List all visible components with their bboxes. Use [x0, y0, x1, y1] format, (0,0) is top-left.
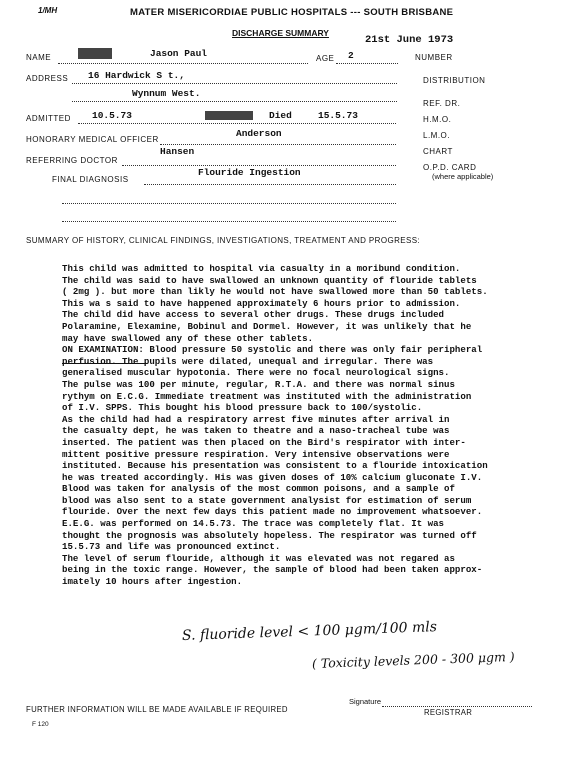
summary-line: The child did have access to several other drugs. These drugs included — [62, 309, 444, 321]
summary-line: the casualty dept, he was taken to theatre and a naso-tracheal tube was — [62, 425, 450, 437]
summary-line: 15.5.73 and life was pronounced extinct. — [62, 541, 281, 553]
diagnosis-line-3 — [62, 221, 396, 222]
distribution-chart: CHART — [423, 147, 453, 156]
discharged-struck — [205, 109, 253, 120]
exam-heading-underline — [62, 363, 147, 364]
summary-heading: SUMMARY OF HISTORY, CLINICAL FINDINGS, INVESTIGATIONS, TREATMENT AND PROGRESS: — [26, 236, 421, 245]
distribution-opd-card: O.P.D. CARD — [423, 163, 477, 172]
summary-line: Blood was taken for analysis of the most common poisons, and a sample of — [62, 483, 455, 495]
summary-line: The level of serum flouride, although it was elevated was not regared as — [62, 552, 455, 564]
summary-line: inserted. The patient was then placed on the Bird's respirator with inter- — [62, 436, 466, 448]
summary-line: As the child had had a respiratory arrest five minutes after arrival in — [62, 413, 450, 425]
died-date: 15.5.73 — [318, 110, 358, 121]
diagnosis-value: Flouride Ingestion — [198, 167, 301, 178]
hospital-name: MATER MISERICORDIAE PUBLIC HOSPITALS --- SOUTH BRISBANE — [130, 7, 454, 18]
summary-line: This wa s said to have happened approximately 6 hours prior to admission. — [62, 297, 461, 309]
summary-line: may have swallowed any of these other tablets. — [62, 332, 314, 344]
diagnosis-label: FINAL DIAGNOSIS — [52, 175, 129, 184]
summary-line: ON EXAMINATION: Blood pressure 50 systolic and there was only fair peripheral — [62, 344, 483, 356]
diagnosis-line-1 — [144, 184, 396, 185]
admitted-line — [78, 123, 396, 124]
file-stamp: 1/MH — [38, 6, 58, 15]
handwritten-toxicity-levels: ( Toxicity levels 200 - 300 μgm ) — [311, 648, 515, 671]
officer-name: Anderson — [236, 128, 282, 139]
address-line-1 — [72, 83, 397, 84]
handwritten-fluoride-level: S. fluoride level < 100 μgm/100 mls — [181, 619, 438, 644]
number-label: NUMBER — [415, 53, 453, 62]
summary-line: imately 10 hours after ingestion. — [62, 576, 243, 588]
address-label: ADDRESS — [26, 74, 69, 83]
summary-line: Polaramine, Elexamine, Bobinul and Dormel. However, it was unlikely that he — [62, 320, 472, 332]
diagnosis-line-2 — [62, 203, 396, 204]
officer-label: HONORARY MEDICAL OFFICER — [26, 135, 159, 144]
page-title: DISCHARGE SUMMARY — [232, 28, 329, 38]
summary-date: 21st June 1973 — [365, 34, 454, 46]
referring-line — [122, 165, 396, 166]
patient-address-1: 16 Hardwick S t., — [88, 70, 185, 81]
age-label: AGE — [316, 54, 335, 63]
officer-line — [160, 144, 396, 145]
referring-name: Hansen — [160, 146, 195, 157]
summary-line: The pulse was 100 per minute, regular, R.T.A. and there was normal sinus — [62, 378, 455, 390]
summary-line: being in the toxic range. However, the sample of blood had been taken approx- — [62, 564, 483, 576]
age-line — [336, 63, 398, 64]
name-line — [58, 63, 308, 64]
name-label: NAME — [26, 53, 52, 62]
opd-card-note: (where applicable) — [432, 172, 494, 181]
registrar-label: REGISTRAR — [424, 708, 473, 717]
patient-address-2: Wynnum West. — [132, 88, 201, 99]
summary-line: blood was also sent to a state government analysist for estimation of serum — [62, 494, 472, 506]
form-number: F 120 — [32, 721, 49, 728]
admitted-label: ADMITTED — [26, 114, 71, 123]
summary-line: ( 2mg ). but more than likly he would not have swallowed more than 50 tablets. — [62, 286, 488, 298]
admitted-date: 10.5.73 — [92, 110, 132, 121]
summary-line: mittent positive pressure respiration. Very intensive observations were — [62, 448, 450, 460]
summary-line: rythym on E.C.G. Immediate treatment was instituted with the administration — [62, 390, 472, 402]
summary-line: This child was admitted to hospital via casualty in a moribund condition. — [62, 263, 461, 274]
summary-line: thought the prognosis was absolutely hopeless. The respirator was turned off — [62, 529, 477, 541]
signature-label: Signature — [349, 697, 382, 706]
distribution-lmo: L.M.O. — [423, 131, 451, 140]
further-info-note: FURTHER INFORMATION WILL BE MADE AVAILABLE IF REQUIRED — [26, 705, 288, 714]
address-line-2 — [72, 101, 397, 102]
summary-line: he was treated accordingly. His was given doses of 10% calcium gluconate I.V. — [62, 471, 483, 483]
summary-line: of I.V. SPPS. This bought his blood pressure back to 100/systolic. — [62, 402, 423, 414]
summary-body — [62, 263, 567, 588]
distribution-ref-dr: REF. DR. — [423, 99, 461, 108]
summary-line: The child was said to have swallowed an unknown quantity of flouride tablets — [62, 274, 477, 286]
died-label: Died — [269, 110, 292, 121]
summary-line: E.E.G. was performed on 14.5.73. The trace was completely flat. It was — [62, 518, 444, 530]
patient-surname — [78, 48, 112, 59]
summary-line: instituted. Because his presentation was consistent to a flouride intoxication — [62, 460, 488, 472]
summary-line: generalised muscular hypotonia. There were no focal neurological signs. — [62, 367, 450, 379]
summary-line: perfusion. The pupils were dilated, unequal and irregular. There was — [62, 355, 434, 367]
signature-line — [382, 706, 532, 707]
patient-age: 2 — [348, 50, 354, 61]
summary-line: flouride. Over the next few days this patient made no improvement whatsoever. — [62, 506, 483, 518]
distribution-heading: DISTRIBUTION — [423, 76, 486, 85]
referring-label: REFERRING DOCTOR — [26, 156, 118, 165]
distribution-hmo: H.M.O. — [423, 115, 452, 124]
patient-given-names: Jason Paul — [150, 48, 208, 59]
